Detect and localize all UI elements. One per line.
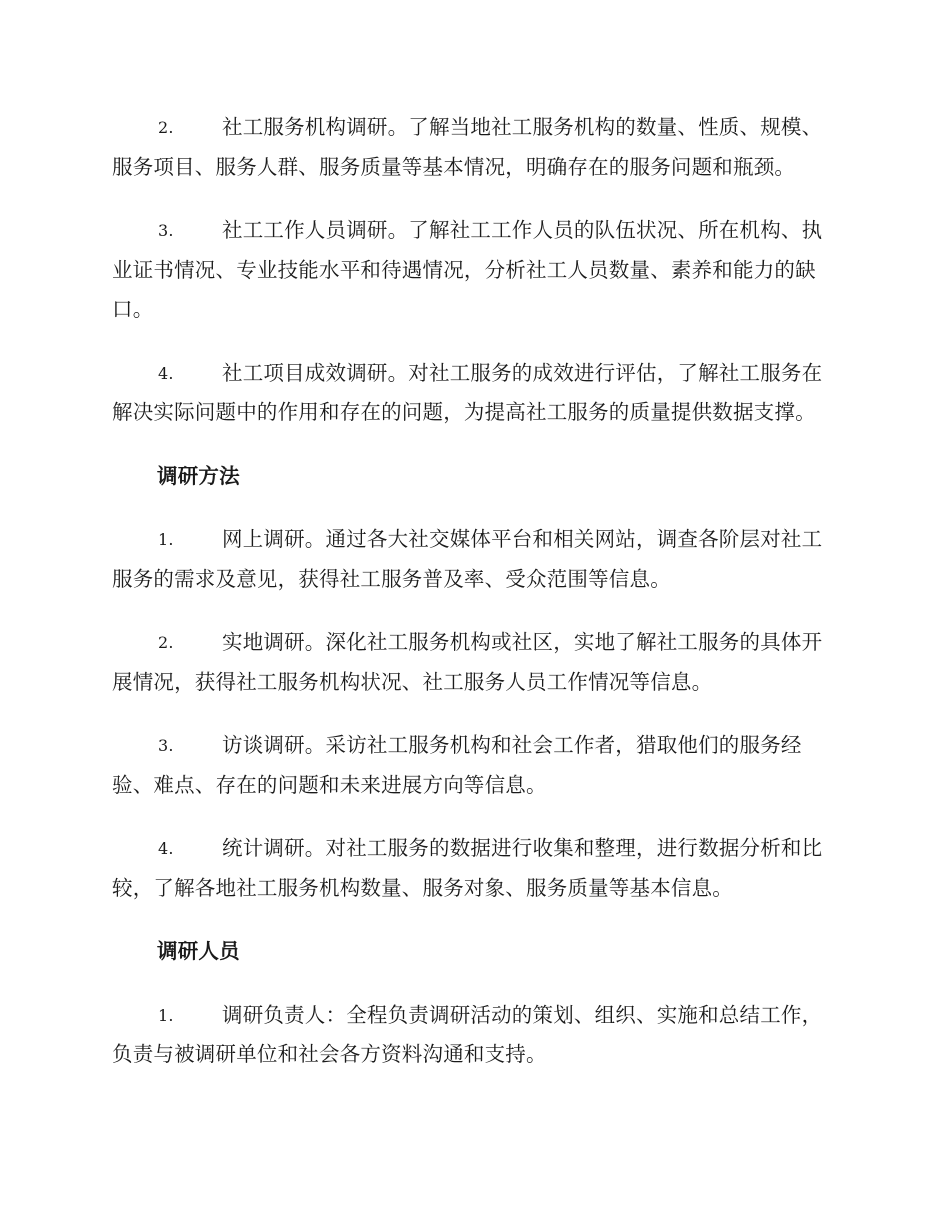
list-number: 4. — [158, 839, 174, 858]
section-heading-methods: 调研方法 — [157, 463, 240, 488]
list-number: 2. — [158, 633, 174, 652]
list-text: 网上调研。通过各大社交媒体平台和相关网站，调查各阶层对社工服务的需求及意见，获得社工服务普及率、受众范围等信息。 — [112, 527, 823, 591]
list-text: 实地调研。深化社工服务机构或社区，实地了解社工服务的具体开展情况，获得社工服务机构状况、社工服务人员工作情况等信息。 — [112, 630, 823, 694]
list-item — [112, 108, 834, 187]
list-item — [112, 829, 834, 908]
list-item — [112, 211, 834, 330]
list-item — [112, 726, 834, 805]
list-number: 3. — [158, 221, 174, 240]
list-item — [112, 354, 834, 433]
section-heading-staff: 调研人员 — [157, 939, 240, 963]
list-number: 3. — [158, 736, 174, 755]
list-item — [112, 623, 834, 702]
list-text: 统计调研。对社工服务的数据进行收集和整理，进行数据分析和比较，了解各地社工服务机构数量、服务对象、服务质量等基本信息。 — [112, 836, 823, 900]
list-text: 调研负责人：全程负责调研活动的策划、组织、实施和总结工作，负责与被调研单位和社会各方资料沟通和支持。 — [112, 1002, 823, 1066]
list-text: 访谈调研。采访社工服务机构和社会工作者，猎取他们的服务经验、难点、存在的问题和未来进展方向等信息。 — [112, 733, 802, 797]
list-item — [112, 996, 834, 1075]
list-number: 1. — [158, 530, 174, 549]
list-text: 社工工作人员调研。了解社工工作人员的队伍状况、所在机构、执业证书情况、专业技能水平和待遇情况，分析社工人员数量、素养和能力的缺口。 — [112, 218, 823, 321]
list-number: 1. — [158, 1005, 174, 1025]
list-number: 2. — [158, 118, 174, 137]
list-text: 社工服务机构调研。了解当地社工服务机构的数量、性质、规模、服务项目、服务人群、服务质量等基本情况，明确存在的服务问题和瓶颈。 — [112, 115, 823, 179]
list-item — [112, 520, 834, 599]
list-number: 4. — [158, 363, 174, 383]
document-body — [112, 108, 834, 1099]
list-text: 社工项目成效调研。对社工服务的成效进行评估，了解社工服务在解决实际问题中的作用和存在的问题，为提高社工服务的质量提供数据支撑。 — [112, 360, 823, 424]
